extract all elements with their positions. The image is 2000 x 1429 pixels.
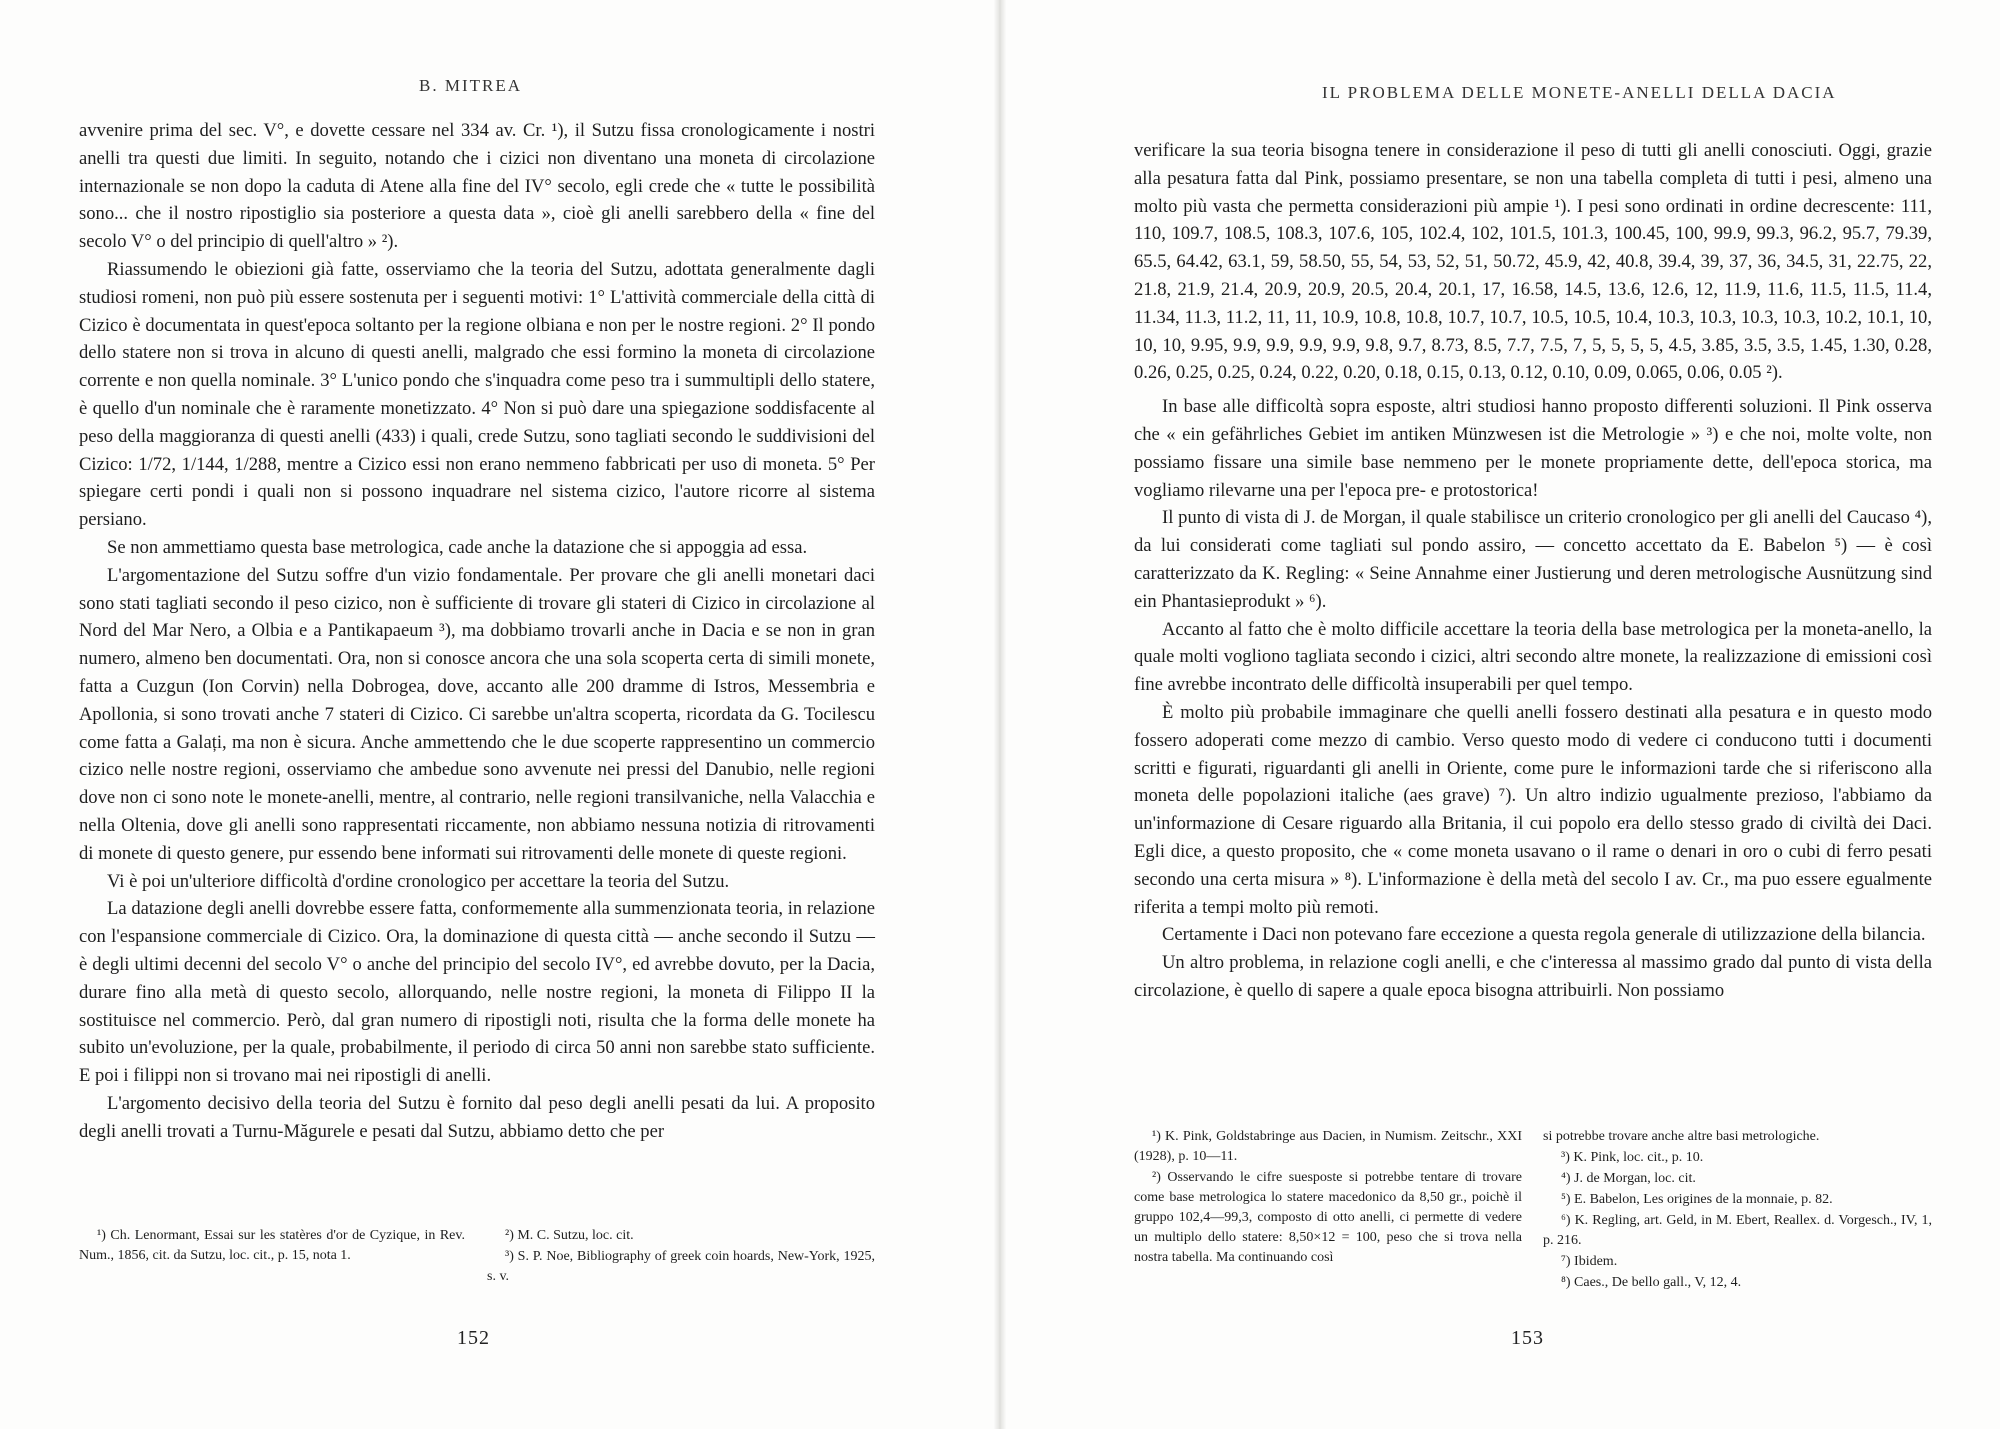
footnote: ³) S. P. Noe, Bibliography of greek coin hoards, New-York, 1925, s. v.	[487, 1249, 875, 1284]
paragraph: Riassumendo le obiezioni già fatte, osserviamo che la teoria del Sutzu, adottata generalmente dagli studiosi romeni, non può più essere sostenuta per i seguenti motivi: 1° L'attività commerciale della città di Cizico è documentata in quest'epoca soltanto per la regione olbiana e non per le nostre regioni. 2° Il pondo dello statere non si trova in alcuno di questi anelli, malgrado che essi formino la moneta di circolazione corrente e non quella nominale. 3° L'unico pondo che s'inquadra come peso tra i summultipli dello statere, è quello d'un nominale che è raramente monetizzato. 4° Non si può dare una spiegazione soddisfacente al peso della maggioranza di questi anelli (433) i quali, crede Sutzu, sono tagliati secondo le suddivisioni del Cizico: 1/72, 1/144, 1/288, mentre a Cizico essi non erano nemmeno fabbricati per uso di moneta. 5° Per spiegare certi pondi i quali non si possono inquadrare nel sistema cizico, l'autore ricorre al sistema persiano.	[79, 258, 875, 531]
paragraph: In base alle difficoltà sopra esposte, altri studiosi hanno proposto differenti soluzioni. Il Pink osserva che « ein gefährliches Gebiet im antiken Münzwesen ist die Metrologie » ³) e che noi, molte volte, non possiamo fissare una simile base nemmeno per le monete propriamente dette, dell'epoca storica, ma vogliamo rilevarne una per l'epoca pre- e protostorica!	[1134, 396, 1932, 501]
paragraph: La datazione degli anelli dovrebbe essere fatta, conformemente alla summenzionata teoria, in relazione con l'espansione commerciale di Cizico. Ora, la dominazione di questa città — anche secondo il Sutzu — è degli ultimi decenni del secolo V° o anche del principio del secolo IV°, ed avrebbe dovuto, per la Dacia, durare fino alla metà di questo secolo, allorquando, nelle nostre regioni, la moneta di Filippo II la sostituisce nel commercio. Però, dal gran numero di ripostigli noti, risulta che la forma delle monete ha subito un'evoluzione, per la quale, probabilmente, il periodo di circa 50 anni non sarebbe stato sufficiente. E poi i filippi non si trovano mai nei ripostigli di anelli.	[79, 898, 875, 1087]
footnote: ¹) K. Pink, Goldstabringe aus Dacien, in Numism. Zeitschr., XXI (1928), p. 10—11.	[1134, 1129, 1522, 1164]
left-body-text	[79, 117, 875, 1145]
paragraph: È molto più probabile immaginare che quelli anelli fossero destinati alla pesatura e in questo modo fossero adoperati come mezzo di cambio. Verso questo modo di vedere ci conducono tutti i documenti scritti e figurati, riguardanti gli anelli in Oriente, come pure le informazioni tarde che si riferiscono alla moneta delle popolazioni italiche (aes grave) ⁷). Un altro indizio ugualmente prezioso, l'abbiamo da un'informazione di Cesare riguardo alla Britania, il cui popolo era dello stesso grado di civiltà dei Daci. Egli dice, a questo proposito, che « come moneta usavano o il rame o denari in oro o cubi di ferro pesati secondo una certa misura » ⁸). L'informazione è della metà del secolo I av. Cr., ma puo essere egualmente riferita a tempi molto più remoti.	[1134, 701, 1932, 918]
footnote: si potrebbe trovare anche altre basi metrologiche.	[1543, 1129, 1820, 1144]
footnote: ²) M. C. Sutzu, loc. cit.	[505, 1228, 634, 1243]
paragraph: Un altro problema, in relazione cogli anelli, e che c'interessa al massimo grado dal punto di vista della circolazione, è quello di sapere a quale epoca bisogna attribuirli. Non possiamo	[1134, 952, 1932, 1001]
running-head-left: B. MITREA	[419, 76, 522, 95]
paragraph: L'argomentazione del Sutzu soffre d'un vizio fondamentale. Per provare che gli anelli monetari daci sono stati tagliati secondo il peso cizico, non è sufficiente di trovare gli stateri di Cizico in circolazione al Nord del Mar Nero, a Olbia e a Pantikapaeum ³), ma dobbiamo trovarli anche in Dacia e se non in gran numero, almeno ben documentati. Ora, non si conosce ancora che una sola scoperta certa di simili monete, fatta a Cuzgun (Ion Corvin) nella Dobrogea, dove, accanto alle 200 dramme di Istros, Messembria e Apollonia, si sono trovati anche 7 stateri di Cizico. Ci sarebbe un'altra scoperta, ricordata da G. Tocilescu come fatta a Galați, ma non è sicura. Anche ammettendo che le due scoperte rappresentino un commercio cizico nelle nostre regioni, osserviamo che ambedue sono avvenute nei pressi del Danubio, nelle regioni dove non ci sono note le monete-anelli, mentre, al contrario, nelle regioni transilvaniche, nella Valacchia e nella Oltenia, dove gli anelli sono rappresentati riccamente, non abbiamo nessuna notizia di ritrovamenti di monete di questo genere, pur essendo bene informati sui ritrovamenti delle monete di queste regioni.	[79, 564, 875, 864]
right-page	[1000, 0, 2000, 1429]
footnote: ⁷) Ibidem.	[1561, 1254, 1618, 1269]
footnotes-right-col2	[1543, 1127, 1932, 1294]
paragraph: avvenire prima del sec. V°, e dovette cessare nel 334 av. Cr. ¹), il Sutzu fissa cronologicamente i nostri anelli tra questi due limiti. In seguito, notando che i cizici non diventano una moneta di circolazione internazionale se non dopo la caduta di Atene alla fine del IV° secolo, egli crede che « tutte le possibilità sono... che il nostro ripostiglio sia posteriore a questa data », cioè gli anelli sarebbero della « fine del secolo V° o del principio di quell'altro » ²).	[79, 120, 875, 253]
footnote: ⁸) Caes., De bello gall., V, 12, 4.	[1561, 1275, 1742, 1290]
page-number-left: 152	[457, 1327, 490, 1349]
footnote: ⁴) J. de Morgan, loc. cit.	[1561, 1171, 1696, 1186]
footnote: ¹) Ch. Lenormant, Essai sur les statères d'or de Cyzique, in Rev. Num., 1856, cit. da Sutzu, loc. cit., p. 15, nota 1.	[79, 1228, 465, 1263]
paragraph: L'argomento decisivo della teoria del Sutzu è fornito dal peso degli anelli pesati da lui. A proposito degli anelli trovati a Turnu-Măgurele e pesati dal Sutzu, abbiamo detto che per	[79, 1092, 875, 1142]
footnote: ²) Osservando le cifre suesposte si potrebbe tentare di trovare come base metrologica lo statere macedonico da 8,50 gr., poichè il gruppo 102,4—99,3, composto di otto anelli, ci permette di vedere un multiplo dello statere: 8,50×12 = 100, peso che si trova nella nostra tabella. Ma continuando così	[1134, 1170, 1522, 1265]
footnotes-left-col1	[79, 1226, 465, 1267]
footnote: ⁶) K. Regling, art. Geld, in M. Ebert, Reallex. d. Vorgesch., IV, 1, p. 216.	[1543, 1213, 1932, 1248]
paragraph: Se non ammettiamo questa base metrologica, cade anche la datazione che si appoggia ad essa.	[107, 536, 808, 558]
right-body-text	[1134, 137, 1932, 1005]
footnote: ⁵) E. Babelon, Les origines de la monnaie, p. 82.	[1561, 1192, 1833, 1207]
paragraph: Vi è poi un'ulteriore difficoltà d'ordine cronologico per accettare la teoria del Sutzu.	[107, 870, 730, 892]
page-number-right: 153	[1511, 1327, 1544, 1349]
footnote: ³) K. Pink, loc. cit., p. 10.	[1561, 1150, 1704, 1165]
paragraph: Il punto di vista di J. de Morgan, il quale stabilisce un criterio cronologico per gli anelli del Caucaso ⁴), da lui considerati come tagliati sul pondo assiro, — concetto accettato da E. Babelon ⁵) — è così caratterizzato da K. Regling: « Seine Annahme einer Justierung und deren metrologische Ausnützung sind ein Phantasieprodukt » ⁶).	[1134, 507, 1932, 612]
running-head-right: IL PROBLEMA DELLE MONETE-ANELLI DELLA DACIA	[1322, 83, 1837, 102]
paragraph: verificare la sua teoria bisogna tenere in considerazione il peso di tutti gli anelli conosciuti. Oggi, grazie alla pesatura fatta dal Pink, possiamo presentare, se non una tabella completa di tutti i pesi, almeno una molto più vasta che permetta considerazioni più ampie ¹). I pesi sono ordinati in ordine decrescente: 111, 110, 109.7, 108.5, 108.3, 107.6, 105, 102.4, 102, 101.5, 101.3, 100.45, 100, 99.9, 99.3, 96.2, 95.7, 79.39, 65.5, 64.42, 63.1, 59, 58.50, 55, 54, 53, 52, 51, 50.72, 45.9, 42, 40.8, 39.4, 39, 37, 36, 34.5, 31, 22.75, 22, 21.8, 21.9, 21.4, 20.9, 20.9, 20.5, 20.4, 20.1, 17, 16.58, 14.5, 13.6, 12.6, 12, 11.9, 11.6, 11.5, 11.5, 11.4, 11.34, 11.3, 11.2, 11, 11, 10.9, 10.8, 10.8, 10.7, 10.7, 10.5, 10.5, 10.4, 10.3, 10.3, 10.3, 10.3, 10.2, 10.1, 10, 10, 10, 9.95, 9.9, 9.9, 9.9, 9.9, 9.8, 9.7, 8.73, 8.5, 7.7, 7.5, 7, 5, 5, 5, 5, 4.5, 3.85, 3.5, 3.5, 1.45, 1.30, 0.28, 0.26, 0.25, 0.25, 0.24, 0.22, 0.20, 0.18, 0.15, 0.13, 0.12, 0.10, 0.09, 0.065, 0.06, 0.05 ²).	[1134, 140, 1932, 384]
book-gutter	[994, 0, 1006, 1429]
paragraph: Certamente i Daci non potevano fare eccezione a questa regola generale di utilizzazione della bilancia.	[1162, 924, 1926, 946]
paragraph: Accanto al fatto che è molto difficile accettare la teoria della base metrologica per la moneta-anello, la quale molti vogliono tagliata secondo i cizici, altri secondo altre monete, la realizzazione di emissioni così fine avrebbe incontrato delle difficoltà insuperabili per quel tempo.	[1134, 618, 1932, 696]
footnotes-left-col2	[487, 1226, 875, 1288]
footnotes-right-col1	[1134, 1127, 1522, 1269]
